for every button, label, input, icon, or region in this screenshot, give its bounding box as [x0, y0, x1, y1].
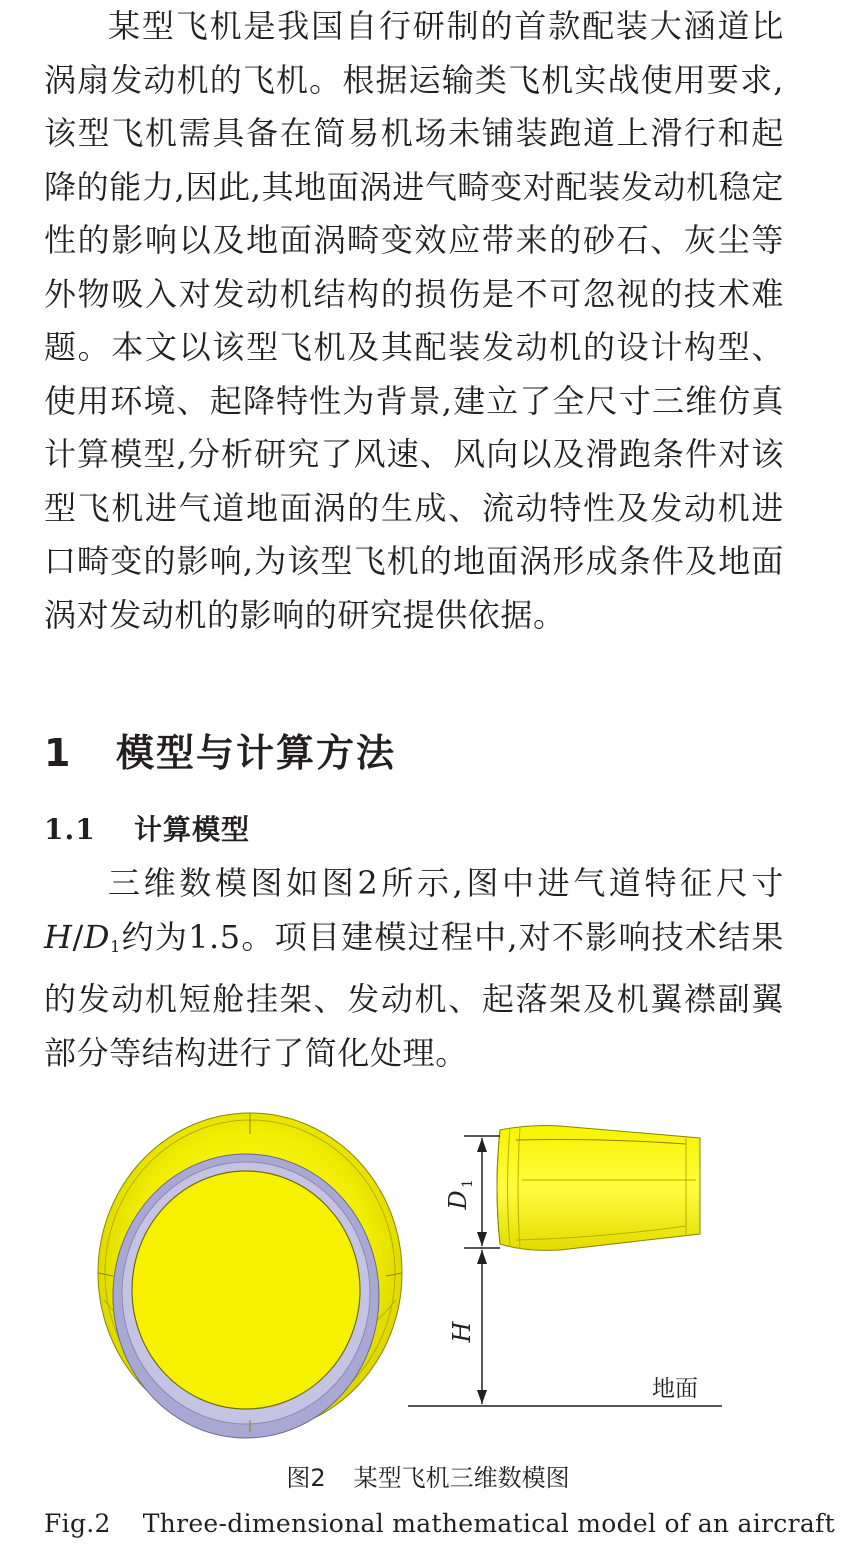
section-number: 1 — [44, 731, 73, 775]
h-arrow-up — [477, 1250, 487, 1264]
nacelle-side-view — [497, 1126, 700, 1251]
label-d1-sub: 1 — [460, 1179, 476, 1188]
label-h — [448, 1320, 476, 1343]
figure-drawing — [0, 1110, 856, 1440]
nacelle-front-view — [98, 1113, 402, 1438]
subsection-title: 计算模型 — [134, 813, 251, 846]
d1-arrow-down — [477, 1232, 487, 1246]
subsection-number: 1.1 — [44, 813, 96, 846]
section-heading — [44, 722, 396, 777]
figure-caption-cn — [0, 1458, 856, 1493]
figure-3d-model — [0, 1110, 856, 1440]
figure-caption-cn-label: 图2 — [286, 1464, 326, 1492]
model-text-before: 三维数模图如图2所示,图中进气道特征尺寸 — [108, 864, 784, 902]
label-d1 — [444, 1179, 476, 1211]
label-h-text: H — [448, 1321, 476, 1343]
variable-d: D — [83, 917, 111, 956]
model-text-after: 约为1.5。项目建模过程中,对不影响技术结果的发动机短舱挂架、发动机、起落架及机翼襟副翼部分等结构进行了简化处理。 — [44, 917, 784, 1072]
subsection-heading — [44, 808, 250, 848]
section-title: 模型与计算方法 — [116, 731, 397, 775]
variable-h: H — [44, 917, 73, 956]
h-arrow-down — [477, 1390, 487, 1404]
label-d1-main: D — [444, 1190, 472, 1210]
figure-caption-en-label: Fig.2 — [44, 1509, 111, 1538]
nacelle-side-body — [497, 1126, 700, 1251]
slash: / — [72, 917, 84, 956]
label-ground: 地面 — [652, 1376, 698, 1402]
d1-arrow-up — [477, 1138, 487, 1152]
variable-d-subscript: 1 — [110, 936, 121, 956]
model-paragraph — [44, 857, 784, 1080]
figure-caption-en-text: Three-dimensional mathematical model of an aircraft — [142, 1509, 835, 1538]
figure-caption-en — [44, 1509, 835, 1538]
intro-paragraph: 某型飞机是我国自行研制的首款配装大涵道比涡扇发动机的飞机。根据运输类飞机实战使用要求,该型飞机需具备在简易机场未铺装跑道上滑行和起降的能力,因此,其地面涡进气畸变对配装发动机稳定性的影响以及地面涡畸变效应带来的砂石、灰尘等外物吸入对发动机结构的损伤是不可忽视的技术难题。本文以该型飞机及其配装发动机的设计构型、使用环境、起降特性为背景,建立了全尺寸三维仿真计算模型,分析研究了风速、风向以及滑跑条件对该型飞机进气道地面涡的生成、流动特性及发动机进口畸变的影响,为该型飞机的地面涡形成条件及地面涡对发动机的影响的研究提供依据。 — [44, 7, 784, 634]
figure-caption-cn-text: 某型飞机三维数模图 — [353, 1464, 570, 1492]
fan-face — [132, 1171, 360, 1409]
